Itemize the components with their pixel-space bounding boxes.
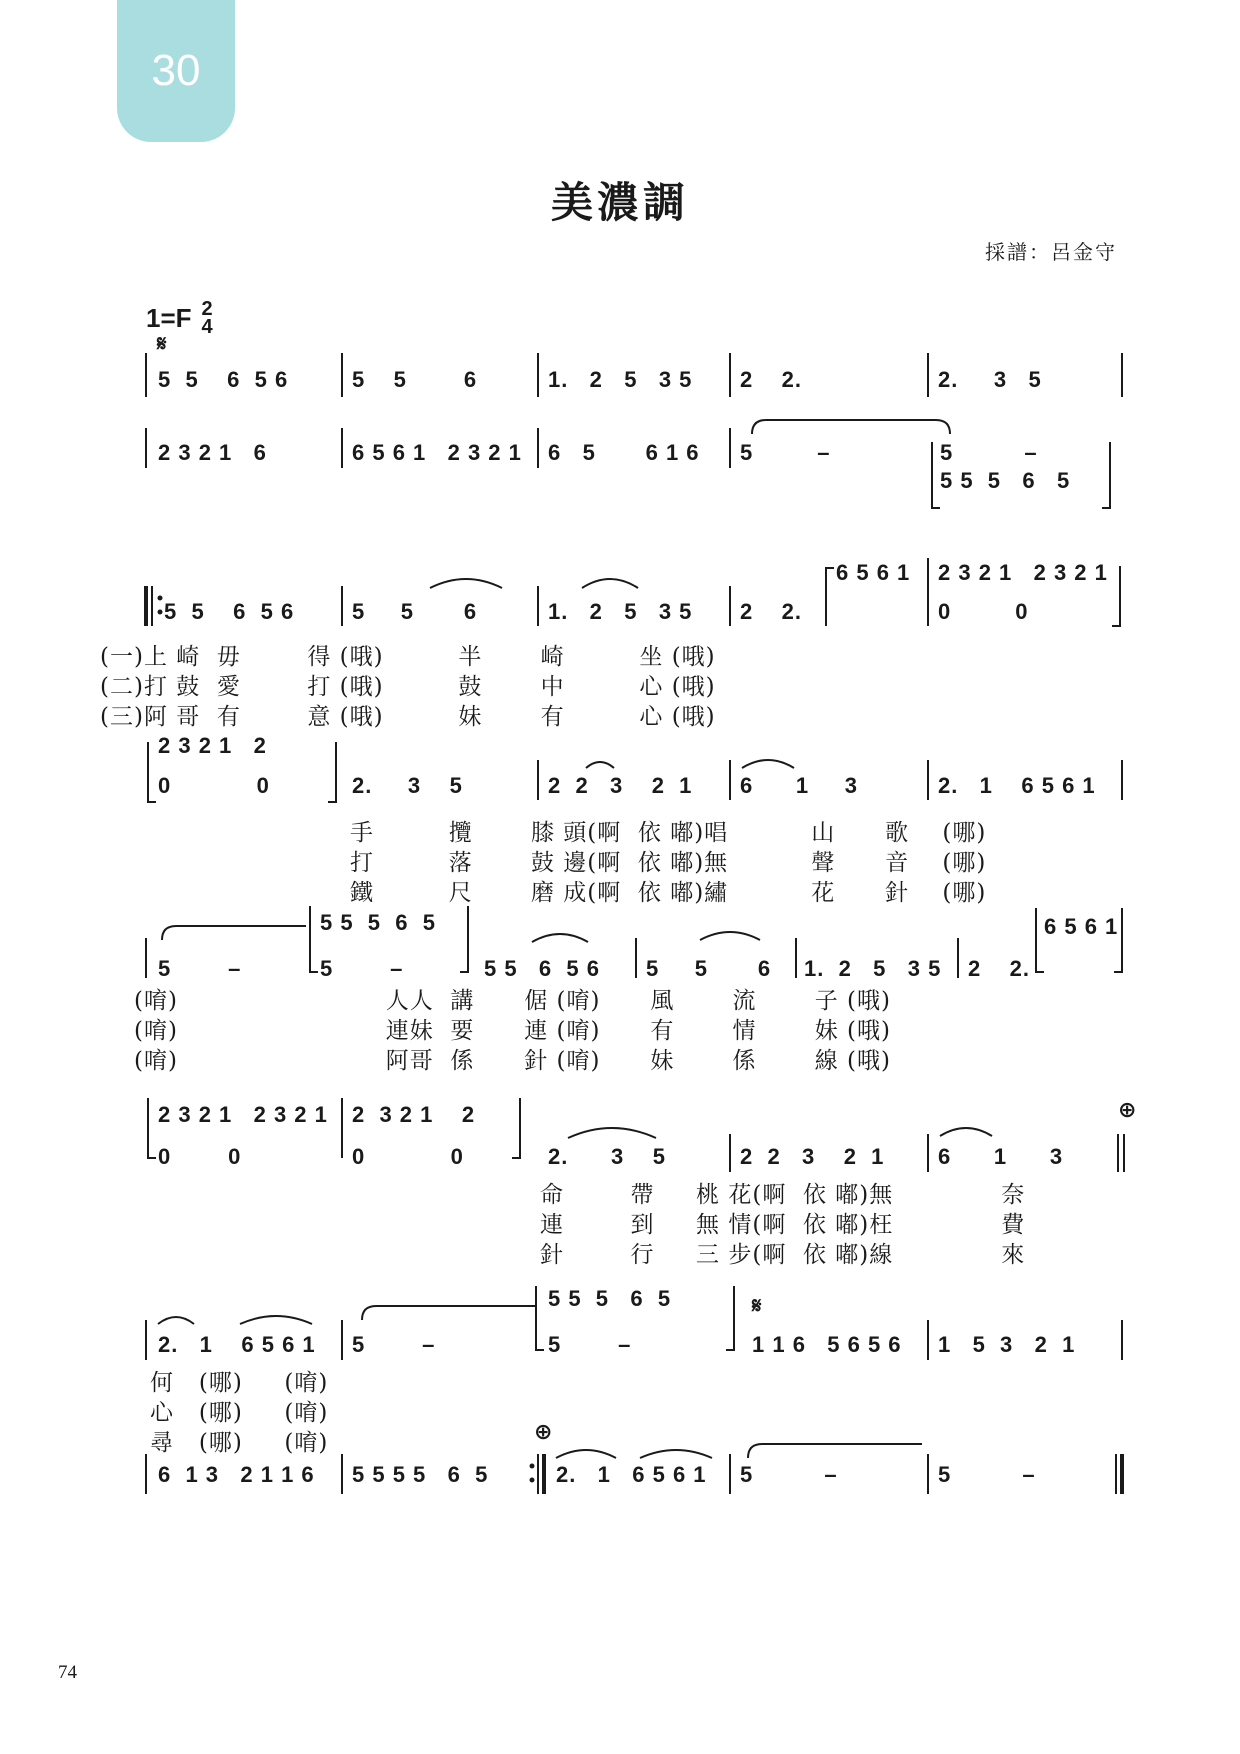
notes-s6-m3: 2. 3 5: [548, 1144, 666, 1169]
notes-s7-m5: 1 5 3 2 1: [938, 1332, 1076, 1357]
lyrics-s3-verse1: (一)上 崎 毋 得 (哦) 半 崎 坐 (哦): [100, 644, 716, 670]
notes-s1-m3: 1. 2 5 3 5: [548, 367, 693, 392]
notes-s1-m2: 5 5 6: [352, 367, 478, 392]
notes-s5-m6: 2 2.: [968, 956, 1031, 981]
notes-s7-ending-upper: 5 5 5 6 5: [548, 1286, 672, 1311]
lyrics-s6-verse1: 命 帶 桃 花(啊 依 嘟)無 奈: [540, 1182, 1026, 1208]
lyrics-s3-verse3: (三)阿 哥 有 意 (哦) 妹 有 心 (哦): [100, 704, 716, 730]
notes-s3-m1: 5 5 6 5 6: [164, 599, 295, 624]
notes-s1-m1: 5 5 6 5 6: [158, 367, 289, 392]
lyrics-s7-verse1: 何 (哪) (唷): [150, 1370, 329, 1396]
notes-s4-ending-upper: 2 3 2 1 2: [158, 733, 267, 758]
notes-s7-m2: 5 –: [352, 1332, 436, 1357]
notes-s5-m1: 5 –: [158, 956, 242, 981]
notes-s3-ending-upper: 6 5 6 1: [836, 560, 911, 585]
notes-s5-m5: 1. 2 5 3 5: [804, 956, 942, 981]
lyrics-s4-verse1: 手 攬 膝 頭(啊 依 嘟)唱 山 歌 (哪): [350, 820, 987, 846]
notes-s7-ending-lower: 5 –: [548, 1332, 632, 1357]
notes-s2-m4: 5 –: [740, 440, 831, 465]
notes-s8-m3: 2. 1 6 5 6 1: [556, 1462, 707, 1487]
notes-s6-m1-upper: 2 3 2 1 2 3 2 1: [158, 1102, 328, 1127]
notes-s8-m1: 6 1 3 2 1 1 6: [158, 1462, 315, 1487]
song-title: 美濃調: [550, 178, 689, 227]
notes-s6-m1-lower: 0 0: [158, 1144, 242, 1169]
notes-s7-m1: 2. 1 6 5 6 1: [158, 1332, 316, 1357]
notes-s4-m2: 2. 3 5: [352, 773, 463, 798]
notes-s3-m2: 5 5 6: [352, 599, 478, 624]
lyrics-s6-verse2: 連 到 無 情(啊 依 嘟)枉 費: [540, 1212, 1026, 1238]
notes-s1-m4: 2 2.: [740, 367, 803, 392]
time-signature-bottom: 4: [201, 316, 213, 338]
transcriber-credit: 採譜：呂金守: [985, 240, 1117, 264]
lyrics-s7-verse3: 尋 (哪) (唷): [150, 1430, 329, 1456]
notes-s8-m4: 5 –: [740, 1462, 838, 1487]
notes-s4-ending-lower: 0 0: [158, 773, 270, 798]
notes-s2-m1: 2 3 2 1 6: [158, 440, 267, 465]
lyrics-s3-verse2: (二)打 鼓 愛 打 (哦) 鼓 中 心 (哦): [100, 674, 716, 700]
notes-s1-m5: 2. 3 5: [938, 367, 1042, 392]
segno-mark-2: 𝄋: [752, 1294, 762, 1319]
notes-s6-m4: 2 2 3 2 1: [740, 1144, 885, 1169]
notes-s5-ending-upper: 5 5 5 6 5: [320, 910, 436, 935]
lyrics-s6-verse3: 針 行 三 步(啊 依 嘟)線 來: [540, 1242, 1026, 1268]
lyrics-s5-verse2: (唷) 連妹 要 連 (唷) 有 情 妹 (哦): [134, 1018, 891, 1044]
notes-s4-m3: 2 2 3 2 1: [548, 773, 693, 798]
notes-s6-m5: 6 1 3: [938, 1144, 1064, 1169]
coda-mark-2: ⊕: [534, 1420, 553, 1445]
key-signature: 1=F: [146, 302, 192, 333]
notes-s5-m3: 5 5 6 5 6: [484, 956, 600, 981]
notes-s7-m4: 1 1 6 5 6 5 6: [752, 1332, 902, 1357]
notes-s3-m5-upper: 2 3 2 1 2 3 2 1: [938, 560, 1108, 585]
notes-s2-m5-alt: 5 5 5 6 5: [940, 468, 1071, 493]
notes-s5-m4: 5 5 6: [646, 956, 772, 981]
time-signature-top: 2: [201, 298, 213, 320]
lyrics-s4-verse2: 打 落 鼓 邊(啊 依 嘟)無 聲 音 (哪): [350, 850, 987, 876]
page-number: 74: [58, 1662, 77, 1683]
notes-s5-ending-right: 6 5 6 1: [1044, 914, 1119, 939]
notes-s2-m2: 6 5 6 1 2 3 2 1: [352, 440, 522, 465]
lyrics-s5-verse3: (唷) 阿哥 係 針 (唷) 妹 係 線 (哦): [134, 1048, 891, 1074]
notes-s2-m3: 6 5 6 1 6: [548, 440, 700, 465]
notes-s4-m5: 2. 1 6 5 6 1: [938, 773, 1096, 798]
notes-s8-m5: 5 –: [938, 1462, 1036, 1487]
notes-s8-m2: 5 5 5 5 6 5: [352, 1462, 489, 1487]
notes-s3-m3: 1. 2 5 3 5: [548, 599, 693, 624]
chapter-number: 30: [151, 46, 201, 95]
notes-s3-m4: 2 2.: [740, 599, 803, 624]
notes-s4-m4: 6 1 3: [740, 773, 858, 798]
notes-s2-m5: 5 –: [940, 440, 1038, 465]
lyrics-s7-verse2: 心 (哪) (唷): [150, 1400, 329, 1426]
lyrics-s5-verse1: (唷) 人人 講 倨 (唷) 風 流 子 (哦): [134, 988, 891, 1014]
lyrics-s4-verse3: 鐵 尺 磨 成(啊 依 嘟)繡 花 針 (哪): [350, 880, 987, 906]
notes-s5-ending-lower: 5 –: [320, 956, 404, 981]
notes-s6-m2-lower: 0 0: [352, 1144, 464, 1169]
notes-s3-m5-lower: 0 0: [938, 599, 1029, 624]
segno-mark: 𝄋: [157, 332, 167, 357]
coda-mark: ⊕: [1118, 1098, 1137, 1123]
notes-s6-m2-upper: 2 3 2 1 2: [352, 1102, 476, 1127]
